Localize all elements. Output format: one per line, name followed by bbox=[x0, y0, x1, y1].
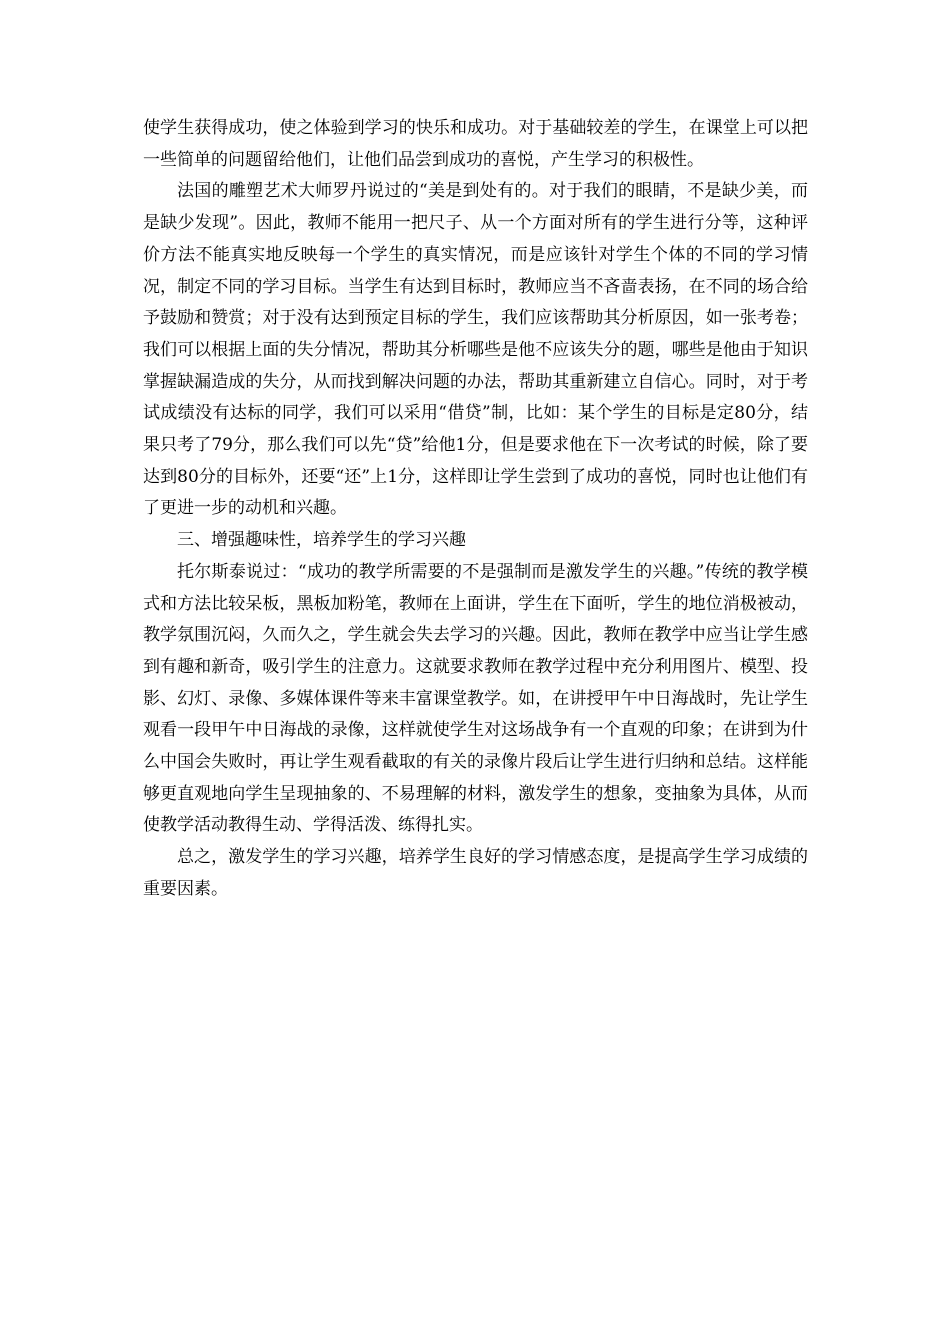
paragraph-continuation: 使学生获得成功，使之体验到学习的快乐和成功。对于基础较差的学生，在课堂上可以把一些简单的问题留给他们，让他们品尝到成功的喜悦，产生学习的积极性。 bbox=[143, 118, 808, 170]
paragraph-rodin-quote: 法国的雕塑艺术大师罗丹说过的“美是到处有的。对于我们的眼睛，不是缺少美，而是缺少发现”。因此，教师不能用一把尺子、从一个方面对所有的学生进行分等，这种评价方法不能真实地反映每一个学生的真实情况，而是应该针对学生个体的不同的学习情况，制定不同的学习目标。当学生有达到目标时，教师应当不吝啬表扬，在不同的场合给予鼓励和赞赏；对于没有达到预定目标的学生，我们应该帮助其分析原因，如一张考卷；我们可以根据上面的失分情况，帮助其分析哪些是他不应该失分的题，哪些是他由于知识掌握缺漏造成的失分，从而找到解决问题的办法，帮助其重新建立自信心。同时，对于考试成绩没有达标的同学，我们可以采用“借贷”制，比如：某个学生的目标是定80分，结果只考了79分，那么我们可以先“贷”给他1分，但是要求他在下一次考试的时候，除了要达到80分的目标外，还要“还”上1分，这样即让学生尝到了成功的喜悦，同时也让他们有了更进一步的动机和兴趣。 bbox=[143, 181, 808, 519]
paragraph-conclusion: 总之，激发学生的学习兴趣，培养学生良好的学习情感态度，是提高学生学习成绩的重要因素。 bbox=[143, 847, 808, 899]
paragraph-tolstoy-quote: 托尔斯泰说过：“成功的教学所需要的不是强制而是激发学生的兴趣。”传统的教学模式和方法比较呆板，黑板加粉笔，教师在上面讲，学生在下面听，学生的地位消极被动，教学氛围沉闷，久而久之，学生就会失去学习的兴趣。因此，教师在教学中应当让学生感到有趣和新奇，吸引学生的注意力。这就要求教师在教学过程中充分利用图片、模型、投影、幻灯、录像、多媒体课件等来丰富课堂教学。如，在讲授甲午中日海战时，先让学生观看一段甲午中日海战的录像，这样就使学生对这场战争有一个直观的印象；在讲到为什么中国会失败时，再让学生观看截取的有关的录像片段后让学生进行归纳和总结。这样能够更直观地向学生呈现抽象的、不易理解的材料，激发学生的想象，变抽象为具体，从而使教学活动教得生动、学得活泼、练得扎实。 bbox=[143, 561, 808, 836]
section-heading-interest: 三、增强趣味性，培养学生的学习兴趣 bbox=[177, 530, 466, 551]
document-body bbox=[143, 113, 808, 906]
